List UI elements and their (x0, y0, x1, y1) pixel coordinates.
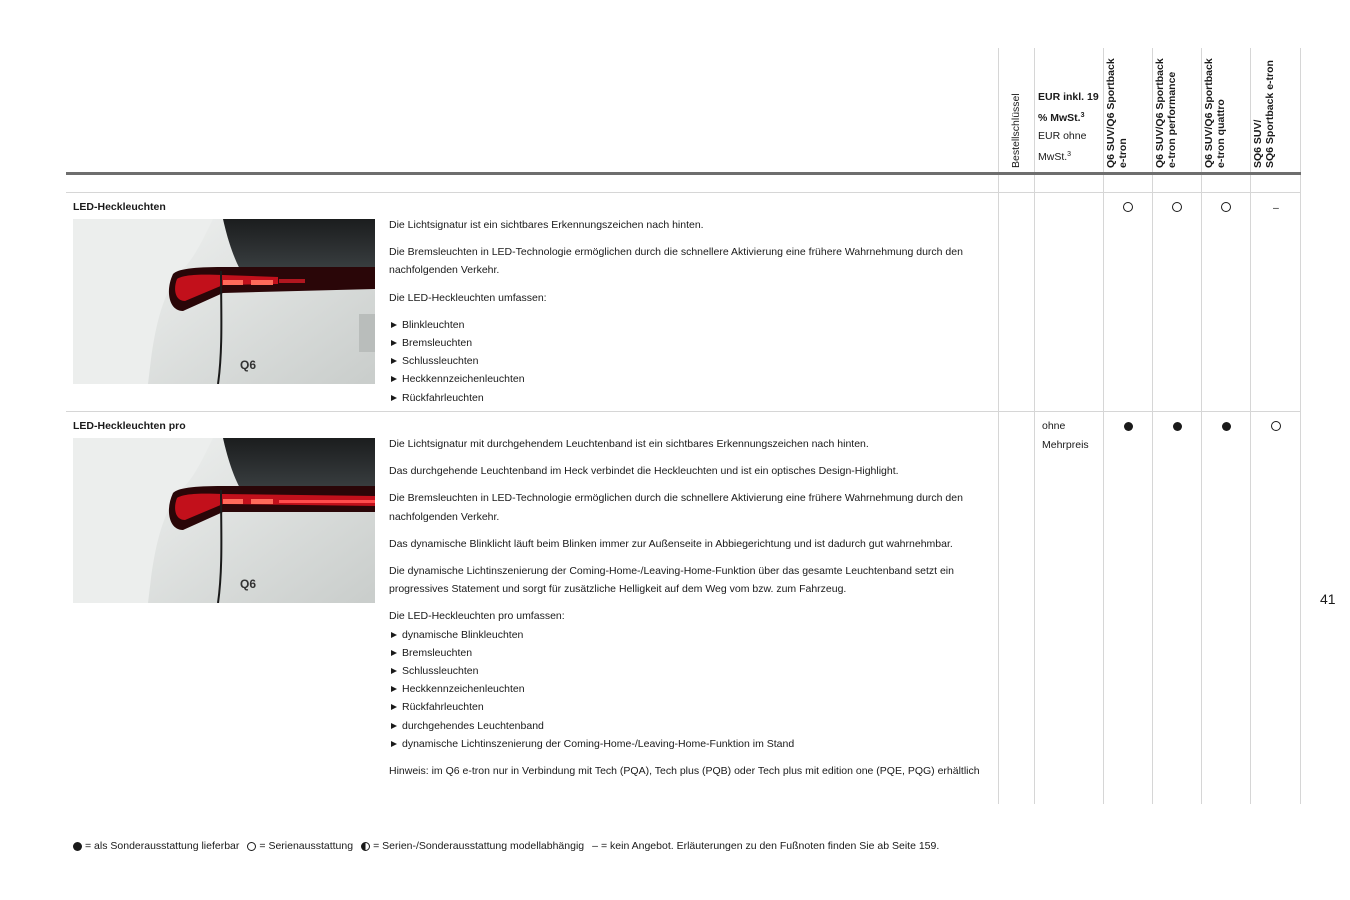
header-model-q6-etron: Q6 SUV/Q6 Sportback e-tron (1105, 58, 1129, 168)
list-item: Rückfahrleuchten (389, 389, 994, 407)
list-item: Schlussleuchten (389, 352, 994, 370)
description-paragraph: Die Lichtsignatur mit durchgehendem Leuchtenband ist ein sichtbares Erkennungszeichen nach hinten. (389, 438, 869, 450)
row-title-led-heckleuchten: LED-Heckleuchten (73, 201, 166, 213)
open-circle-icon (247, 842, 256, 851)
column-divider (998, 48, 999, 804)
page-number: 41 (1320, 591, 1336, 607)
standard-equipment-icon (1271, 421, 1281, 431)
column-divider (1250, 48, 1251, 804)
list-item: durchgehendes Leuchtenband (389, 717, 994, 735)
list-item: Schlussleuchten (389, 662, 994, 680)
optional-equipment-icon (1222, 422, 1231, 431)
taillight-pro-image (73, 438, 375, 603)
q6-badge: Q6 (240, 577, 257, 591)
header-model-q6-etron-quattro: Q6 SUV/Q6 Sportback e-tron quattro (1203, 58, 1227, 168)
half-circle-icon (361, 842, 370, 851)
description-paragraph: Die Bremsleuchten in LED-Technologie ermöglichen durch die schnellere Aktivierung eine frühere Wahrnehmung durch den nachfolgenden Verkehr. (389, 492, 963, 523)
legend (73, 840, 939, 852)
legend-none: = kein Angebot. Erläuterungen zu den Fußnoten finden Sie ab Seite 159. (600, 840, 940, 852)
list-item: Blinkleuchten (389, 316, 994, 334)
price-value: ohne Mehrpreis (1042, 420, 1089, 451)
optional-equipment-icon (1173, 422, 1182, 431)
legend-standard: = Serienausstattung (259, 840, 354, 852)
list-item: Rückfahrleuchten (389, 698, 994, 716)
not-available-mark: – (1273, 202, 1279, 214)
list-item: dynamische Blinkleuchten (389, 626, 994, 644)
description-paragraph: Die LED-Heckleuchten pro umfassen: (389, 610, 565, 623)
list-item: Bremsleuchten (389, 644, 994, 662)
optional-equipment-icon (1124, 422, 1133, 431)
column-divider (1034, 48, 1035, 804)
header-price-excl: EUR ohne MwSt. (1038, 130, 1087, 163)
header-rule (66, 172, 1301, 175)
list-item: dynamische Lichtinszenierung der Coming-Home-/Leaving-Home-Funktion im Stand (389, 735, 994, 753)
dash-icon: – (592, 840, 598, 852)
header-model-q6-etron-performance: Q6 SUV/Q6 Sportback e-tron performance (1154, 58, 1178, 168)
standard-equipment-icon (1221, 202, 1231, 212)
header-model-sq6-etron: SQ6 SUV/ SQ6 Sportback e-tron (1252, 60, 1276, 168)
list-item: Heckkennzeichenleuchten (389, 370, 994, 388)
column-divider (1300, 48, 1301, 804)
row-description (389, 435, 994, 789)
list-item: Heckkennzeichenleuchten (389, 680, 994, 698)
q6-badge: Q6 (240, 358, 257, 372)
legend-optional: = als Sonderausstattung lieferbar (85, 840, 240, 852)
description-paragraph: Das durchgehende Leuchtenband im Heck verbindet die Heckleuchten und ist ein optisches Design-Highlight. (389, 465, 899, 478)
description-paragraph: Das dynamische Blinklicht läuft beim Blinken immer zur Außenseite in Abbiegerichtung und ist dadurch gut wahrnehmbar. (389, 537, 953, 550)
row-title-led-heckleuchten-pro: LED-Heckleuchten pro (73, 420, 186, 432)
description-paragraph: Die Lichtsignatur ist ein sichtbares Erkennungszeichen nach hinten. (389, 219, 704, 231)
column-divider (1152, 48, 1153, 804)
row-divider (66, 192, 1301, 193)
list-item: Bremsleuchten (389, 334, 994, 352)
hint-note: Hinweis: im Q6 e-tron nur in Verbindung mit Tech (PQA), Tech plus (PQB) oder Tech plus mit edition one (PQE, PQG) erhältlich (389, 765, 980, 778)
feature-list (389, 316, 994, 407)
filled-circle-icon (73, 842, 82, 851)
standard-equipment-icon (1123, 202, 1133, 212)
feature-list (389, 626, 994, 753)
column-divider (1201, 48, 1202, 804)
header-order-key: Bestellschlüssel (1010, 93, 1022, 168)
standard-equipment-icon (1172, 202, 1182, 212)
header-price-incl: EUR inkl. 19 % MwSt. (1038, 91, 1099, 124)
legend-model-dependent: = Serien-/Sonderausstattung modellabhängig (373, 840, 585, 852)
description-paragraph: Die LED-Heckleuchten umfassen: (389, 291, 547, 304)
row-divider (66, 411, 1301, 412)
row-description (389, 216, 994, 416)
taillight-image (73, 219, 375, 384)
description-paragraph: Die Bremsleuchten in LED-Technologie ermöglichen durch die schnellere Aktivierung eine frühere Wahrnehmung durch den nachfolgenden Verkehr. (389, 246, 963, 277)
header-price: EUR inkl. 19 % MwSt.$^3$ EUR ohne MwSt.$^3$ (1038, 91, 1099, 163)
description-paragraph: Die dynamische Lichtinszenierung der Coming-Home-/Leaving-Home-Funktion über das gesamte Leuchtenband setzt ein progressives Statement und sorgt für zusätzliche Helligkeit auf dem Weg vom bzw. zum Fahrzeug. (389, 565, 954, 596)
